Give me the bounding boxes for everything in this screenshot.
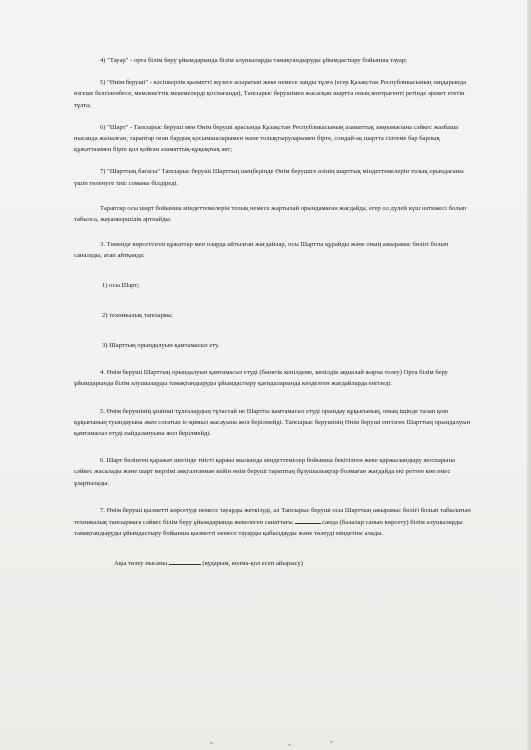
scan-speck [210, 742, 213, 744]
clause-6: 6. Шарт бөлінген қаражат шегінде тиісті қаржы жылында міндеттемелер бойынша бекітілген жеке қаржыландыру жоспарына сәйкес жасалады және шарт мерзімі аяқталғаннан кейін өнім беруші тараптың бұзушылықтар болмаған жағдайда екі реттен көп емес ұзартылады. [74, 457, 455, 487]
payment-form-line [74, 557, 474, 569]
payment-form-hint: (вударым, колма-қол есеп айырысу) [202, 560, 303, 568]
payment-form-label: Ақы төлеу нысаны [114, 560, 168, 568]
scan-speck [330, 741, 333, 743]
page-edge [527, 0, 531, 750]
clause-7-part-b: санда (балалар санын көрсету) білім алушыларды тамақтандыруды ұйымдастыру бойынша қызметті немесе тауарды қабылдауды және төлеуді міндетіне алады. [74, 519, 463, 538]
clause-5: 5. Өнім берушінің ұшінші тұлғалардың тұтастай не Шартты камтамасыз етуді орындау құқығының, оның ішінде талап қою құқығының туындауына әкеп соғатын іс-қимыл жасауына жол берілмейді. Тапсырыс берушінің Өнім беруші енгізген Шарттың орындалуын қамтамасыз етуді пайдалануына жол берілмейді. [74, 407, 471, 438]
payment-form-blank [169, 557, 201, 565]
list-item-technical-spec: 2) техникалық тапсырма; [102, 311, 173, 319]
clause-3-intro: 3. Төменде көрсетілген құжаттар мен оларда айтылған жағдайлар, осы Шартты құрайды және оның ажырамас бөлігі болып саналады, атап айтқанда: [74, 241, 449, 260]
clause-7 [74, 505, 474, 540]
list-item-performance-security: 3) Шарттың орындалуын қамтамасыз ету. [102, 342, 220, 350]
list-item-contract: 1) осы Шарт; [102, 281, 140, 289]
clause-7-part-a: 7. Өнім беруші қызметті көрсетуді немесе тауарды жеткізуді, ал Тапсырыс беруші осы Шарттың ажырамас бөлігі болып табылатын техникалық тапсырмаға сәйкес білім беру ұйымдарында жекелеген санаттағы [74, 506, 471, 527]
definition-contract: 6) "Шарт" - Тапсырыс беруші мен Өнім беруші арасында Қазақстан Республикасының азаматтық заңнамасына сәйкес жазбаша нысанда жазылған, тараптар оған бардық қосымшаларымен және толықтыруларымен бірге, сондай-ақ шартта сілтеме бар барлық құжаттаммен бірге қол қойған азаматтық-құқықтық акт; [74, 123, 459, 154]
clause-4: 4. Өнім беруші Шарттың орындалуын қамтамасыз етуді (банктік кепілдеме, кепілдік ақшалай жарна толеу) Орта білім беру ұйымдарында білім алушыларды тамақтандыруды ұйымдастыру қағидаларында көзделген жағдайларда енгізеді. [74, 369, 448, 388]
definition-contract-price: 7) "Шарттың бағасы" Тапсырыс беруші Шарттың шеңберінде Өнім берушіге өзінің шарттық міндеттемелерін толық орындағаны үшін төленуге тиіс соманы білдіреді. [74, 168, 464, 187]
definition-goods: 4) "Тауар" - орта білім беру ұйымдарында білім алушыларды тамақтандыруды ұйымдастыру бойынша тауар; [100, 57, 407, 64]
document-body [74, 55, 474, 581]
force-majeure-paragraph: Тараптар осы шарт бойынша міндеттемелерін толық немесе жартылай орындамаған жағдайда, егер ол дүлей күш нәтижесі болып табылса, жауапкершілік артпайды. [74, 204, 467, 224]
scan-speck [288, 744, 291, 746]
children-count-blank [295, 516, 321, 524]
definition-supplier: 5) "Өнім беруші" - кәсіпкерлік қызметті жүзеге асыратын жеке немесе заңды тұлға (егер Қазақстан Республикасының заңдарында өзгеше белгіленбесе, мемлекеттік мекемелерді қоспағанда), Тапсырыс берушімен жасасқан шартта оның контрагенті ретінде әрекет ететін тұлға; [74, 79, 466, 109]
